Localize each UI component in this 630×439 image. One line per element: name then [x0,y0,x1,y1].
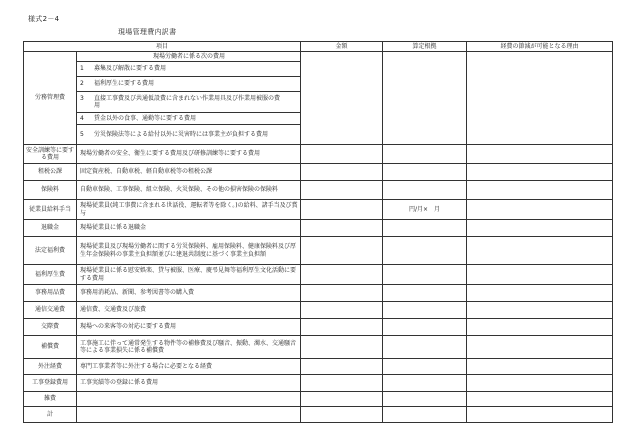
amount-cell[interactable] [301,407,383,423]
table-row [24,181,613,200]
reason-cell[interactable] [467,285,613,302]
table-row [24,164,613,181]
amount-cell[interactable] [301,52,383,145]
reason-cell[interactable] [467,220,613,237]
basis-cell[interactable] [383,164,467,181]
cost-breakdown-table [23,41,613,423]
document-title: 現場管理費内訳書 [118,28,177,36]
basis-cell[interactable] [383,336,467,359]
reason-cell[interactable] [467,200,613,220]
amount-cell[interactable] [301,220,383,237]
item-description: 現場労働者の安全、衛生に要する費用及び研修訓練等に要する費用 [77,145,301,164]
amount-cell[interactable] [301,285,383,302]
item-description [77,392,301,407]
item-description [77,407,301,423]
item-description: 事務用消耗品、新聞、参考図書等の購入費 [77,285,301,302]
table-row [24,52,613,62]
basis-cell[interactable] [383,407,467,423]
amount-cell[interactable] [301,392,383,407]
sub-item-text: 福利厚生に要する費用 [94,80,155,88]
item-description: 現場への来客等の対応に要する費用 [77,319,301,336]
item-name: 租税公課 [24,164,77,181]
sub-item-text: 賃金以外の食事、通勤等に要する費用 [94,114,197,122]
basis-cell[interactable] [383,302,467,319]
reason-cell[interactable] [467,407,613,423]
item-name: 法定福利費 [24,237,77,265]
amount-cell[interactable] [301,336,383,359]
sub-item-number: 5 [80,130,84,138]
reason-cell[interactable] [467,359,613,375]
item-description: 通信費、交通費及び旅費 [77,302,301,319]
column-header-reason: 経費の節減が可能となる理由 [467,42,613,52]
sub-item-number: 2 [80,80,84,88]
basis-cell[interactable] [383,375,467,392]
basis-cell[interactable] [383,52,467,145]
item-description: 現場従業員及び現場労働者に関する労災保険料、雇用保険料、健康保険料及び厚生年金保険料の事業主負担額並びに建退共制度に基づく事業主負担額 [77,237,301,265]
column-header-item: 項目 [24,42,301,52]
item-name: 福利厚生費 [24,265,77,285]
item-name: 交際費 [24,319,77,336]
item-name: 外注経費 [24,359,77,375]
basis-cell[interactable] [383,285,467,302]
item-description: 現場労働者に係る次の費用 [77,52,301,62]
amount-cell[interactable] [301,145,383,164]
table-row [24,375,613,392]
sub-item-number: 3 [80,94,84,102]
amount-cell[interactable] [301,200,383,220]
item-name: 工事登録費用 [24,375,77,392]
item-name: 通信交通費 [24,302,77,319]
basis-cell[interactable] [383,145,467,164]
item-description: 現場従業員に係る慰安娯楽、貸与被服、医療、慶弔見舞等福利厚生文化活動に要する費用 [77,265,301,285]
item-description: 工事施工に伴って通常発生する物件等の補修費及び騒音、振動、濁水、交通騒音等による事業損失に係る補償費 [77,336,301,359]
item-name: 雑費 [24,392,77,407]
basis-cell[interactable] [383,181,467,200]
reason-cell[interactable] [467,336,613,359]
item-description: 現場従業員に係る退職金 [77,220,301,237]
sub-item-number: 4 [80,114,84,122]
column-header-basis: 算定根拠 [383,42,467,52]
table-row [24,359,613,375]
amount-cell[interactable] [301,375,383,392]
amount-cell[interactable] [301,302,383,319]
reason-cell[interactable] [467,145,613,164]
item-name: 従業員給料手当 [24,200,77,220]
table-row [24,302,613,319]
item-description: 自動車保険、工事保険、組立保険、火災保険、その他の損害保険の保険料 [77,181,301,200]
basis-cell[interactable] [383,319,467,336]
item-name: 保険料 [24,181,77,200]
reason-cell[interactable] [467,181,613,200]
reason-cell[interactable] [467,237,613,265]
amount-cell[interactable] [301,359,383,375]
basis-cell[interactable] [383,359,467,375]
reason-cell[interactable] [467,302,613,319]
sub-item-text: 労災保険法等による給付以外に災害時には事業主が負担する費用 [94,130,269,138]
item-name: 計 [24,407,77,423]
item-name: 補償費 [24,336,77,359]
table-row [24,237,613,265]
column-header-amount: 金額 [301,42,383,52]
item-description: 工事実績等の登録に係る費用 [77,375,301,392]
amount-cell[interactable] [301,164,383,181]
item-name: 事務用品費 [24,285,77,302]
basis-cell[interactable] [383,237,467,265]
table-row [24,145,613,164]
item-name: 労務管理費 [24,52,77,145]
item-description: 固定資産税、自動車税、軽自動車税等の租税公課 [77,164,301,181]
reason-cell[interactable] [467,164,613,181]
table-row [24,220,613,237]
table-row [24,336,613,359]
table-row [24,392,613,407]
item-name: 退職金 [24,220,77,237]
reason-cell[interactable] [467,52,613,145]
table-row [24,285,613,302]
basis-cell[interactable] [383,392,467,407]
table-row [24,200,613,220]
item-description: 現場従業員(純工事費に含まれる世話役、運転者等を除く。)の給料、諸手当及び賞与 [77,200,301,220]
reason-cell[interactable] [467,392,613,407]
basis-cell[interactable] [383,220,467,237]
amount-cell[interactable] [301,265,383,285]
form-number: 様式2－4 [28,15,60,23]
item-description: 専門工事業者等に外注する場合に必要となる経費 [77,359,301,375]
amount-cell[interactable] [301,237,383,265]
table-row [24,319,613,336]
reason-cell[interactable] [467,319,613,336]
item-name: 安全訓練等に要する費用 [24,145,77,164]
basis-cell[interactable] [383,265,467,285]
sub-item-number: 1 [80,65,84,73]
sub-item-text: 直接工事費及び共通仮設費に含まれない作業用具及び作業用被服の費用 [94,94,281,109]
basis-cell[interactable]: 円/月× 月 [383,200,467,220]
reason-cell[interactable] [467,375,613,392]
amount-cell[interactable] [301,181,383,200]
sub-item-text: 募集及び解散に要する費用 [94,65,167,73]
amount-cell[interactable] [301,319,383,336]
reason-cell[interactable] [467,265,613,285]
table-row [24,265,613,285]
total-row [24,407,613,423]
header-row [24,42,613,52]
